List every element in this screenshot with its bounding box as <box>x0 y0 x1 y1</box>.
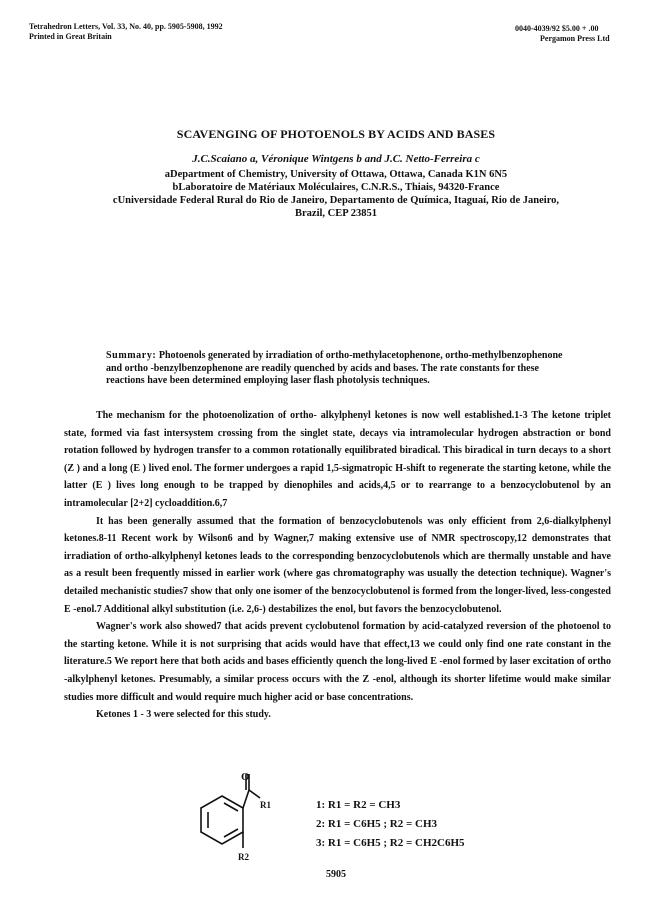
paragraph-1: The mechanism for the photoenolization of ortho- alkylphenyl ketones is now well established.1-3 The ketone triplet state, formed via fast intersystem crossing from the singlet state, decays via intramolecular hydrogen abstraction or bond rotation followed by hydrogen transfer to a common rotationally equilibrated biradical. This biradical in turn decays to a short (Z ) and a long (E ) lived enol. The former undergoes a rapid 1,5-sigmatropic H-shift to regenerate the starting ketone, while the latter (E ) lives long enough to be trapped by dienophiles and acids,4,5 or to rearrange to a benzocyclobutenol by an intramolecular [2+2] cycloaddition.6,7 <box>64 410 611 509</box>
r1-label: R1 <box>260 800 271 810</box>
carbonyl-bond <box>243 790 249 808</box>
price-code: 0040-4039/92 $5.00 + .00 <box>515 24 599 33</box>
ketone-2: 2: R1 = C6H5 ; R2 = CH3 <box>316 818 437 830</box>
paper-title: SCAVENGING OF PHOTOENOLS BY ACIDS AND BASES <box>176 127 496 141</box>
summary-text: Photoenols generated by irradiation of ortho-methylacetophenone, ortho-methylbenzophenone and ortho -benzylbenzophenone are readily quenched by acids and bases. The rate constants for these reactions have been determined employing laser flash photolysis techniques. <box>106 350 563 386</box>
authors: J.C.Scaiano a, Véronique Wintgens b and J.C. Netto-Ferreira c <box>192 153 480 165</box>
ketone-structure-diagram <box>200 770 300 862</box>
ketone-3: 3: R1 = C6H5 ; R2 = CH2C6H5 <box>316 837 465 849</box>
summary <box>106 350 574 388</box>
oxygen-label: O <box>241 771 250 783</box>
body-text <box>64 407 611 724</box>
paragraph-4: Ketones 1 - 3 were selected for this study. <box>96 709 271 721</box>
r2-label: R2 <box>238 852 249 862</box>
affiliation-c-cont: Brazil, CEP 23851 <box>295 208 377 219</box>
publisher: Pergamon Press Ltd <box>540 34 610 43</box>
affiliation-b: bLaboratoire de Matériaux Moléculaires, C.N.R.S., Thiais, 94320-France <box>172 182 500 193</box>
affiliation-a: aDepartment of Chemistry, University of Ottawa, Ottawa, Canada K1N 6N5 <box>164 169 508 180</box>
paragraph-3: Wagner's work also showed7 that acids prevent cyclobutenol formation by acid-catalyzed reversion of the photoenol to the starting ketone. While it is not surprising that acids would have that effect,13 we could only find one rate constant in the literature.5 We report here that both acids and bases efficiently quench the long-lived E -enol formed by laser excitation of ortho -alkylphenyl ketones. Presumably, a similar process occurs with the Z -enol, although its shorter lifetime would make similar studies more difficult and would require much higher acid or base concentrations. <box>64 621 611 703</box>
journal-citation: Tetrahedron Letters, Vol. 33, No. 40, pp. 5905-5908, 1992 <box>29 22 223 31</box>
page-number: 5905 <box>326 869 346 880</box>
ketone-1: 1: R1 = R2 = CH3 <box>316 799 401 811</box>
printed-line: Printed in Great Britain <box>29 32 112 41</box>
paragraph-2: It has been generally assumed that the formation of benzocyclobutenols was only efficient from 2,6-dialkylphenyl ketones.8-11 Recent work by Wilson6 and by Wagner,7 making extensive use of NMR spectroscopy,12 demonstrates that irradiation of ortho-alkylphenyl ketones leads to the corresponding benzocyclobutenols which are thermally unstable and have as a result been frequently missed in earlier work (where gas chromatography was usually the detection technique). Wagner's detailed mechanistic studies7 show that only one isomer of the benzocyclobutenol is formed from the longer-lived, less-congested E -enol.7 Additional alkyl substitution (i.e. 2,6-) destabilizes the enol, but favors the benzocyclobutenol. <box>64 515 611 615</box>
summary-label: Summary: <box>106 350 157 361</box>
affiliation-c: cUniversidade Federal Rural do Rio de Janeiro, Departamento de Química, Itaguaí, Rio de Janeiro, <box>112 195 560 206</box>
